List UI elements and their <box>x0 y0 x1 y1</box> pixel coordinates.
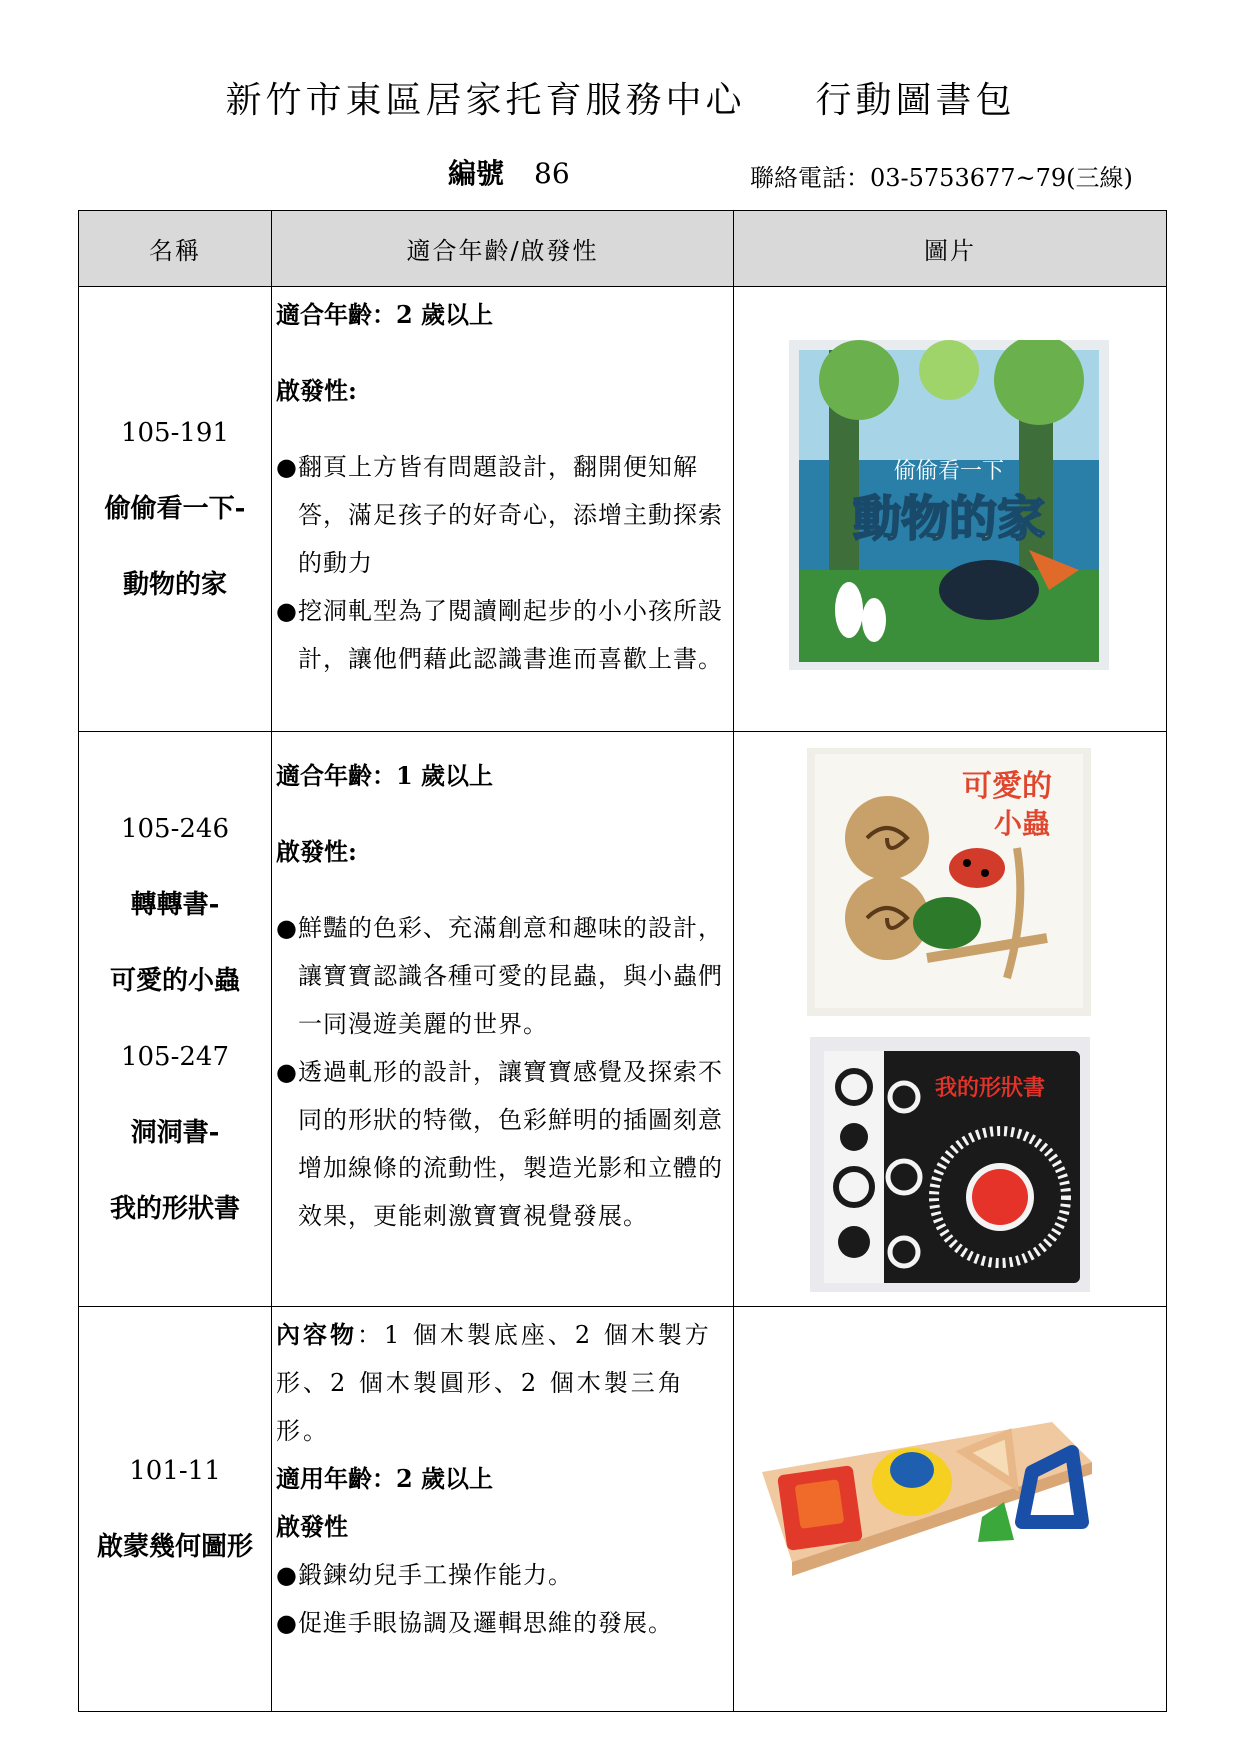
header-picture: 圖片 <box>734 211 1167 287</box>
pack-name: 行動圖書包 <box>815 80 1016 121</box>
list-item: ● 透過軋形的設計，讓寶寶感覺及探索不同的形狀的特徵，色彩鮮明的插圖刻意增加線條的流動性，製造光影和立體的效果，更能刺激寶寶視覺發展。 <box>276 1048 731 1240</box>
item-title: 可愛的小蟲 <box>109 966 240 996</box>
wooden-shape-puzzle-photo <box>752 1412 1152 1582</box>
item-title: 我的形狀書 <box>109 1194 240 1224</box>
phone-number: 聯絡電話：03-5753677~79(三線) <box>750 164 1133 192</box>
serial-number <box>448 152 570 192</box>
list-item: ● 促進手眼協調及邏輯思維的發展。 <box>276 1599 731 1647</box>
item-desc-cell <box>272 287 734 732</box>
age-value: ：1 歲以上 <box>372 761 494 790</box>
item-name-cell <box>79 732 272 1307</box>
item-picture-cell <box>734 1307 1167 1712</box>
header-name: 名稱 <box>79 211 272 287</box>
table-row <box>79 287 1167 732</box>
cover-title: 可愛的 <box>962 769 1052 804</box>
item-title: 偷偷看一下- <box>104 494 246 524</box>
list-item: ● 鮮豔的色彩、充滿創意和趣味的設計，讓寶寶認識各種可愛的昆蟲，與小蟲們一同漫遊美麗的世界。 <box>276 904 731 1048</box>
content-label: 內容物 <box>276 1320 357 1349</box>
item-code: 105-191 <box>120 418 230 448</box>
item-desc-cell <box>272 1307 734 1712</box>
item-code: 105-247 <box>120 1042 230 1072</box>
cover-title: 我的形狀書 <box>934 1076 1046 1101</box>
center-name: 新竹市東區居家托育服務中心 <box>225 80 746 121</box>
item-title: 動物的家 <box>122 570 227 600</box>
age-value: ：2 歲以上 <box>372 300 494 329</box>
table-header-row <box>79 211 1167 287</box>
table-row <box>79 1307 1167 1712</box>
header-age: 適合年齡/啟發性 <box>272 211 734 287</box>
page-title <box>0 72 1241 123</box>
age-label: 適合年齡 <box>276 761 372 790</box>
catalog-table <box>78 210 1167 1712</box>
book-cover-cute-bugs <box>807 748 1091 1016</box>
cover-title: 小蟲 <box>993 807 1051 840</box>
cover-subtitle: 偷偷看一下 <box>893 459 1005 484</box>
item-code: 101-11 <box>129 1456 221 1486</box>
serial-label: 編號 <box>448 157 505 190</box>
age-label: 適合年齡 <box>276 300 372 329</box>
item-picture-cell <box>734 287 1167 732</box>
serial-value: 86 <box>534 157 570 190</box>
item-picture-cell <box>734 732 1167 1307</box>
content-value: ：1 個木製底座、2 個木製方形、2 個木製圓形、2 個木製三角形。 <box>276 1321 712 1445</box>
list-item: ● 翻頁上方皆有問題設計，翻開便知解答，滿足孩子的好奇心，添增主動探索的動力 <box>276 443 731 587</box>
inspiration-label: 啟發性: <box>276 376 357 405</box>
list-item: ● 鍛鍊幼兒手工操作能力。 <box>276 1551 731 1599</box>
item-title: 啟蒙幾何圖形 <box>96 1532 253 1562</box>
item-desc-cell <box>272 732 734 1307</box>
inspiration-label: 啟發性: <box>276 837 357 866</box>
inspiration-label: 啟發性 <box>276 1512 348 1541</box>
item-name-cell <box>79 287 272 732</box>
book-cover-animal-home <box>789 340 1109 670</box>
age-value: ：2 歲以上 <box>372 1464 494 1493</box>
item-name-cell <box>79 1307 272 1712</box>
item-code: 105-246 <box>120 814 230 844</box>
book-cover-my-shapes <box>810 1037 1090 1292</box>
cover-title: 動物的家 <box>852 491 1046 547</box>
item-title: 轉轉書- <box>130 890 220 920</box>
list-item: ● 挖洞軋型為了閱讀剛起步的小小孩所設計，讓他們藉此認識書進而喜歡上書。 <box>276 587 731 683</box>
age-label: 適用年齡 <box>276 1464 372 1493</box>
item-title: 洞洞書- <box>130 1118 220 1148</box>
table-row <box>79 732 1167 1307</box>
